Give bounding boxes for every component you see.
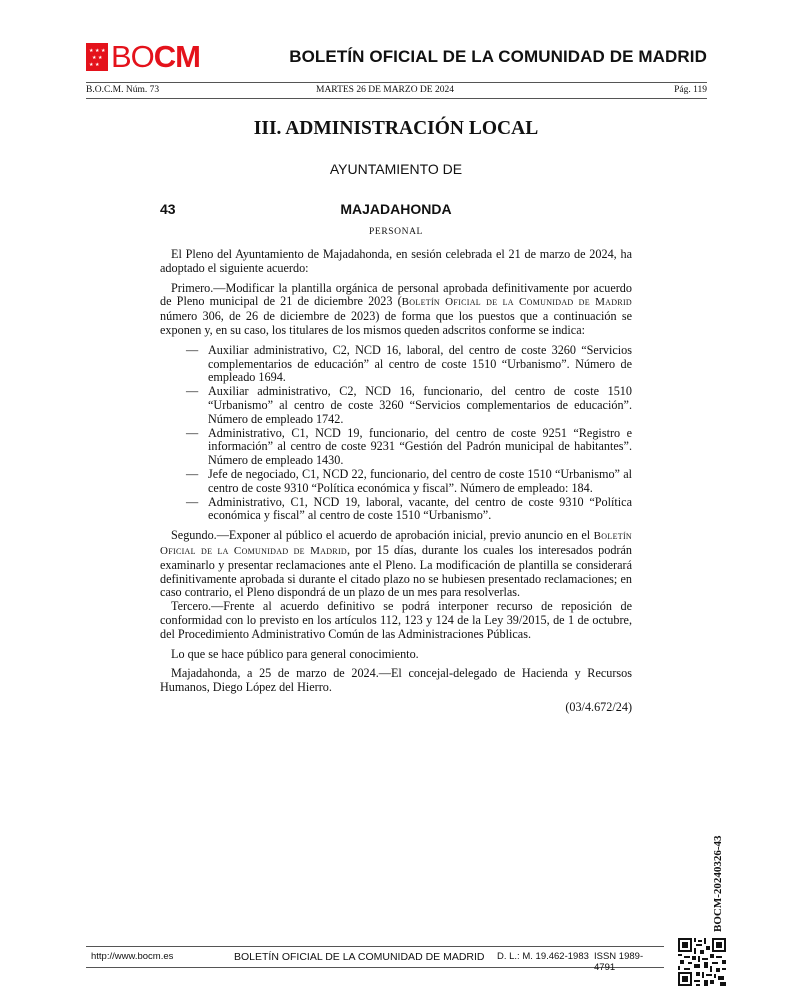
list-dash: — <box>186 384 199 399</box>
page-number: Pág. 119 <box>674 85 707 95</box>
list-dash: — <box>186 466 199 481</box>
section-title: III. ADMINISTRACIÓN LOCAL <box>253 118 539 139</box>
list-item <box>160 427 632 468</box>
announcement-number: 43 <box>160 201 176 217</box>
footer-url-link[interactable]: http://www.bocm.es <box>91 951 174 962</box>
paragraph-tercero: Tercero.—Frente al acuerdo definitivo se podrá interponer recurso de reposición de conformidad con lo previsto en los artículos 112, 123 y 124 de la Ley 39/2015, de 1 de octubre, del Procedimiento Administrativo Común de las Administraciones Públicas. <box>160 599 632 641</box>
list-dash: — <box>186 425 199 440</box>
entity-label: AYUNTAMIENTO DE <box>329 161 463 177</box>
paragraph-primero-text-b: número 306, de 26 de diciembre de 2023) de forma que los puestos que a continuación se exponen y, en su caso, los titulares de los mismos queden adscritos conforme se indica: <box>160 309 632 337</box>
bocm-logo <box>86 41 200 73</box>
position-list <box>160 344 632 523</box>
footer-title: BOLETÍN OFICIAL DE LA COMUNIDAD DE MADRID <box>234 951 485 963</box>
bulletin-reference: Boletín Oficial de la Comunidad de Madrid <box>401 296 632 309</box>
list-item-text: Auxiliar administrativo, C2, NCD 16, laboral, del centro de coste 3260 “Servicios complementarios de educación” al centro de coste 1510 “Urbanismo”. Número de empleado 1694. <box>208 342 632 385</box>
bulletin-reference: Boletín Oficial de la Comunidad de Madrid <box>160 530 632 557</box>
paragraph-intro: El Pleno del Ayuntamiento de Majadahonda, en sesión celebrada el 21 de marzo de 2024, ha adoptado el siguiente acuerdo: <box>160 247 632 275</box>
paragraph-segundo-text-a: Segundo.—Exponer al público el acuerdo de aprobación inicial, previo anuncio en el <box>171 528 594 543</box>
header-rule-bottom <box>86 98 707 99</box>
list-item-text: Administrativo, C1, NCD 19, funcionario, del centro de coste 9251 “Registro e información” al centro de coste 9231 “Gestión del Padrón municipal de habitantes”. Número de empleado 1430. <box>208 425 632 468</box>
list-item <box>160 344 632 385</box>
list-item-text: Auxiliar administrativo, C2, NCD 16, funcionario, del centro de coste 1510 “Urbanismo” al centro de coste 3260 “Servicios complementarios de educación”. Número de empleado 1742. <box>208 384 632 426</box>
document-code-vertical: BOCM-20240326-43 <box>712 835 724 932</box>
list-item <box>160 496 632 524</box>
logo-text <box>111 41 200 73</box>
logo-text-bo: BO <box>111 39 154 74</box>
paragraph-segundo <box>160 529 632 600</box>
bulletin-title: BOLETÍN OFICIAL DE LA COMUNIDAD DE MADRID <box>289 47 707 66</box>
page-footer <box>86 946 664 973</box>
list-item <box>160 385 632 426</box>
list-item <box>160 468 632 496</box>
municipality-name: MAJADAHONDA <box>340 201 452 217</box>
footer-issn: ISSN 1989-4791 <box>594 951 644 973</box>
paragraph-primero <box>160 282 632 338</box>
logo-text-cm: CM <box>153 39 201 74</box>
list-dash: — <box>186 494 199 509</box>
announcement-body <box>160 248 632 721</box>
signature-paragraph: Majadahonda, a 25 de marzo de 2024.—El concejal-delegado de Hacienda y Recursos Humanos, Diego López del Hierro. <box>160 666 632 695</box>
header-rule-top <box>86 82 707 83</box>
reference-code: (03/4.672/24) <box>565 699 632 714</box>
list-dash: — <box>186 342 199 357</box>
paragraph-segundo-text-b: , por 15 días, durante los cuales los interesados podrán examinarlo y presentar reclamaciones ante el Pleno. La modificación de plantilla se considerará definitivamente aprobada si durante el citado plazo no se hubiesen presentado reclamaciones; en caso contrario, el Pleno dispondrá de un plazo de un mes para resolverlas. <box>160 542 632 600</box>
qr-code-icon <box>678 938 726 986</box>
footer-legal-deposit: D. L.: M. 19.462-1983 <box>497 951 589 962</box>
issue-number: B.O.C.M. Núm. 73 <box>86 85 160 95</box>
paragraph-primero-text-a: Primero.—Modificar la plantilla orgánica de personal aprobada definitivamente por acuerdo de Pleno municipal de 21 de diciembre 2023 ( <box>160 280 632 309</box>
madrid-flag-icon: ★ ★ ★ ★ ★ ★ ★ <box>86 43 108 71</box>
list-item-text: Administrativo, C1, NCD 19, laboral, vacante, del centro de coste 9310 “Política económica y fiscal” al centro de coste 1510 “Urbanismo”. <box>208 494 632 523</box>
list-item-text: Jefe de negociado, C1, NCD 22, funcionario, del centro de coste 1510 “Urbanismo” al centro de coste 9310 “Política económica y fiscal”. Número de empleado: 184. <box>208 466 632 495</box>
paragraph-closing: Lo que se hace público para general conocimiento. <box>171 646 419 661</box>
subject-label: PERSONAL <box>369 227 423 237</box>
issue-meta-row <box>86 85 707 97</box>
issue-date: MARTES 26 DE MARZO DE 2024 <box>316 85 454 95</box>
